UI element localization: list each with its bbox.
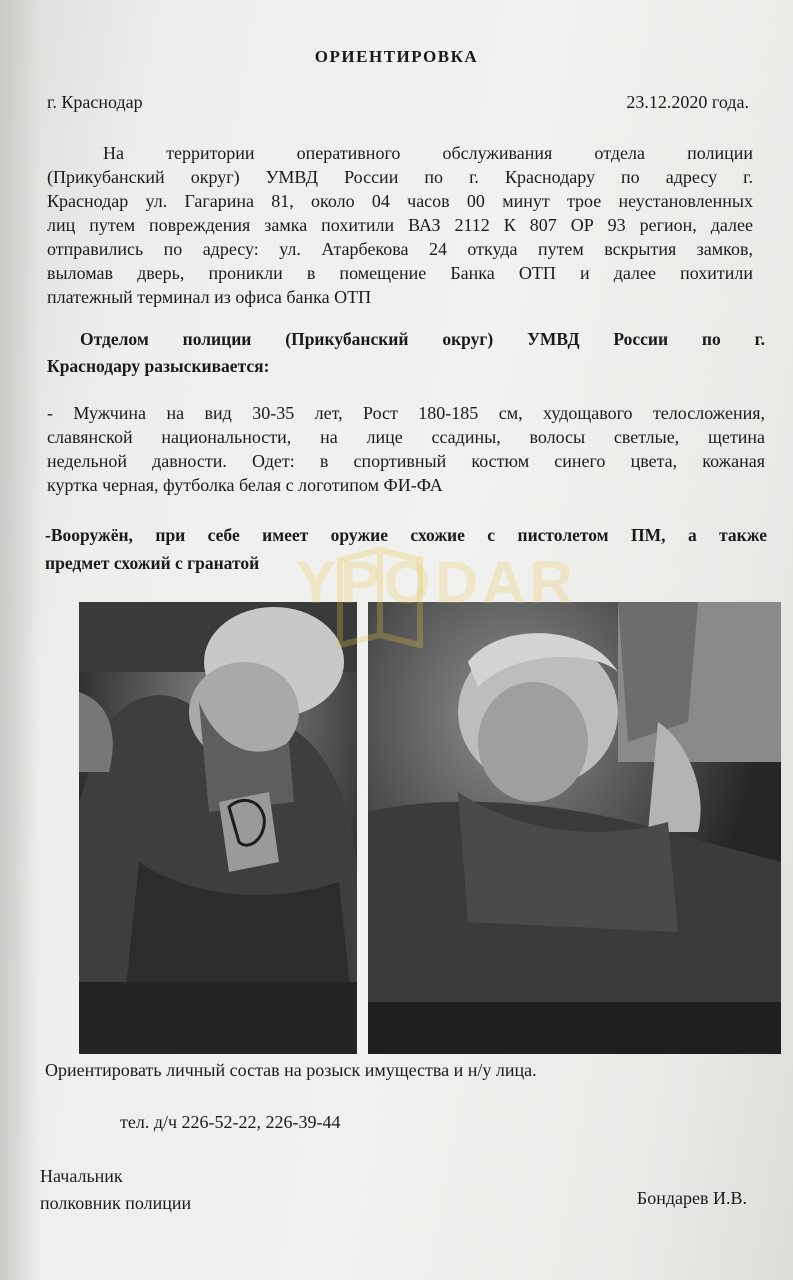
incident-line: платежный терминал из офиса банка ОТП [47,287,372,307]
armed-line: предмет схожий с гранатой [45,553,260,573]
description-line: - Мужчина на вид 30-35 лет, Рост 180-185 см, худощавого телосложения, [47,403,765,423]
description-line: куртка черная, футболка белая с логотипом ФИ-ФА [47,475,443,495]
scan-shadow [0,0,40,1280]
wanted-line: Отделом полиции (Прикубанский округ) УМВД России по г. [80,329,765,349]
incident-line: лиц путем повреждения замка похитили ВАЗ 2112 К 807 ОР 93 регион, далее [47,215,753,235]
suspect-photos [79,602,781,1054]
signature-title: Начальник [40,1166,123,1186]
incident-paragraph [47,141,753,309]
incident-line: На территории оперативного обслуживания отдела полиции [103,143,753,163]
document-city: г. Краснодар [47,92,143,112]
suspect-description [47,401,765,497]
wanted-line: Краснодару разыскивается: [47,356,270,376]
incident-line: выломав дверь, проникли в помещение Банка ОТП и далее похитили [47,263,753,283]
incident-line: (Прикубанский округ) УМВД России по г. Краснодару по адресу г. [47,167,753,187]
document-date: 23.12.2020 года. [626,92,749,112]
description-line: славянской национальности, на лице ссадины, волосы светлые, щетина [47,427,765,447]
duty-phone: тел. д/ч 226-52-22, 226-39-44 [120,1112,341,1132]
signature-name: Бондарев И.В. [636,1188,747,1208]
watermark-text: YPODAR [296,549,577,616]
instruction-line: Ориентировать личный состав на розыск имущества и н/у лица. [45,1060,537,1080]
incident-line: отправились по адресу: ул. Атарбекова 24 откуда путем вскрытия замков, [47,239,753,259]
armed-line: -Вооружён, при себе имеет оружие схожие с пистолетом ПМ, а также [45,525,767,545]
suspect-photo-left [79,602,357,1054]
incident-line: Краснодар ул. Гагарина 81, около 04 часов 00 минут трое неустановленных [47,191,753,211]
suspect-photo-left-image [79,602,357,1054]
wanted-heading [47,326,765,380]
suspect-photo-right-image [368,602,781,1054]
document-title: ОРИЕНТИРОВКА [314,47,479,66]
suspect-photo-right [368,602,781,1054]
description-line: недельной давности. Одет: в спортивный костюм синего цвета, кожаная [47,451,765,471]
signature-rank: полковник полиции [40,1193,192,1213]
